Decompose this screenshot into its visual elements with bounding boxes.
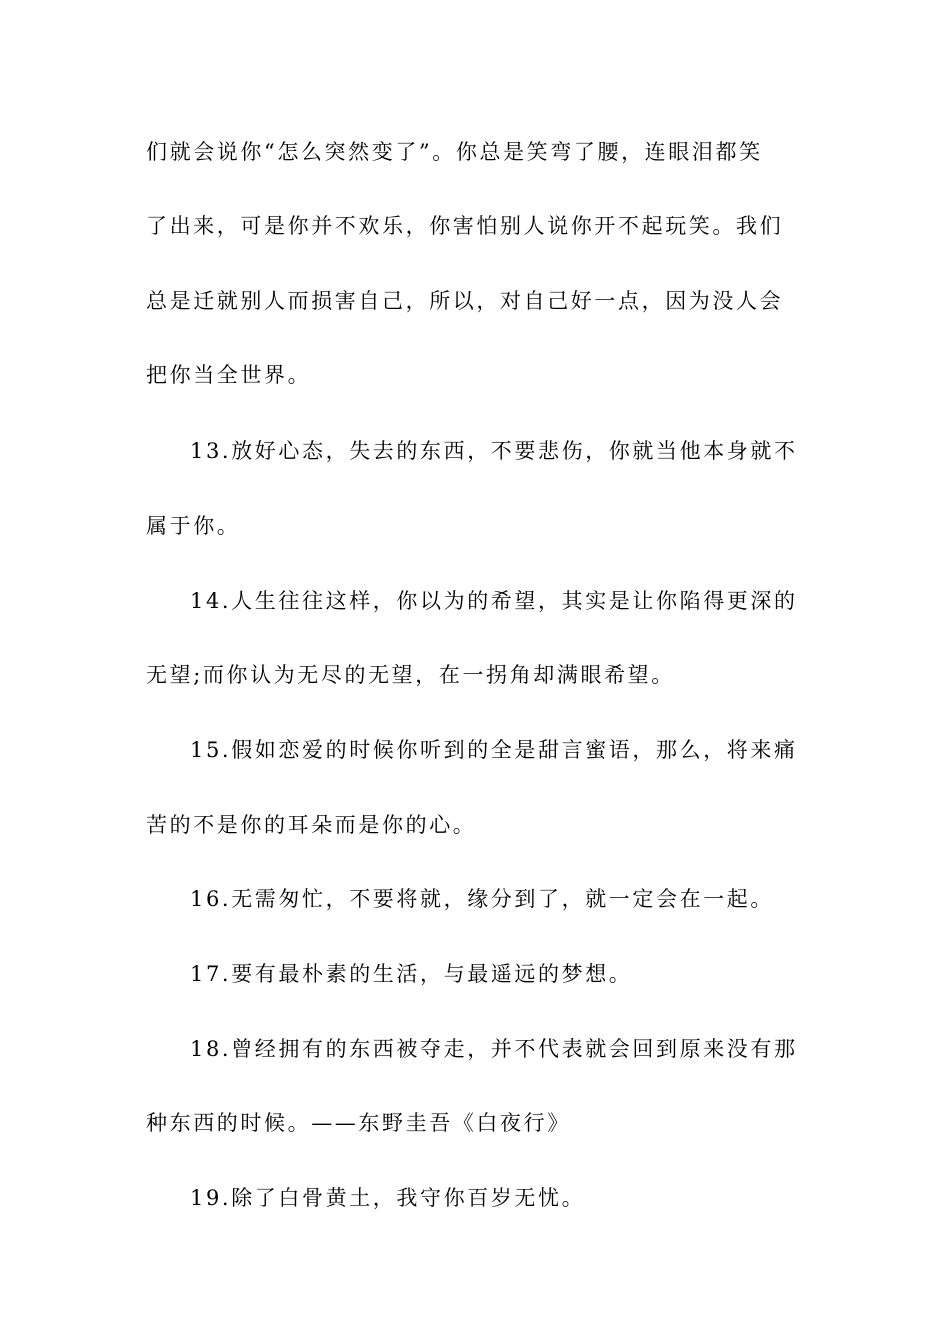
item-14-line-2: 无望;而你认为无尽的无望，在一拐角却满眼希望。: [146, 663, 675, 687]
item-13-line-2: 属于你。: [146, 514, 241, 538]
item-15-line-2: 苦的不是你的耳朵而是你的心。: [146, 813, 477, 837]
item-15-line-1: 15.假如恋爱的时候你听到的全是甜言蜜语，那么，将来痛: [190, 738, 798, 762]
item-13-line-1: 13.放好心态，失去的东西，不要悲伤，你就当他本身就不: [190, 439, 798, 463]
item-18-line-1: 18.曾经拥有的东西被夺走，并不代表就会回到原来没有那: [190, 1037, 798, 1061]
text-line-2: 了出来，可是你并不欢乐，你害怕别人说你开不起玩笑。我们: [146, 214, 784, 238]
text-line-1: 们就会说你“怎么突然变了”。你总是笑弯了腰，连眼泪都笑: [146, 140, 763, 164]
item-17: 17.要有最朴素的生活，与最遥远的梦想。: [190, 962, 633, 986]
text-line-4: 把你当全世界。: [146, 363, 312, 387]
text-line-3: 总是迁就别人而损害自己，所以，对自己好一点，因为没人会: [146, 289, 784, 313]
item-18-line-2: 种东西的时候。——东野圭吾《白夜行》: [146, 1111, 571, 1135]
item-14-line-1: 14.人生往往这样，你以为的希望，其实是让你陷得更深的: [190, 589, 798, 613]
item-16: 16.无需匆忙，不要将就，缘分到了，就一定会在一起。: [190, 887, 774, 911]
item-19: 19.除了白骨黄土，我守你百岁无忧。: [190, 1186, 586, 1210]
